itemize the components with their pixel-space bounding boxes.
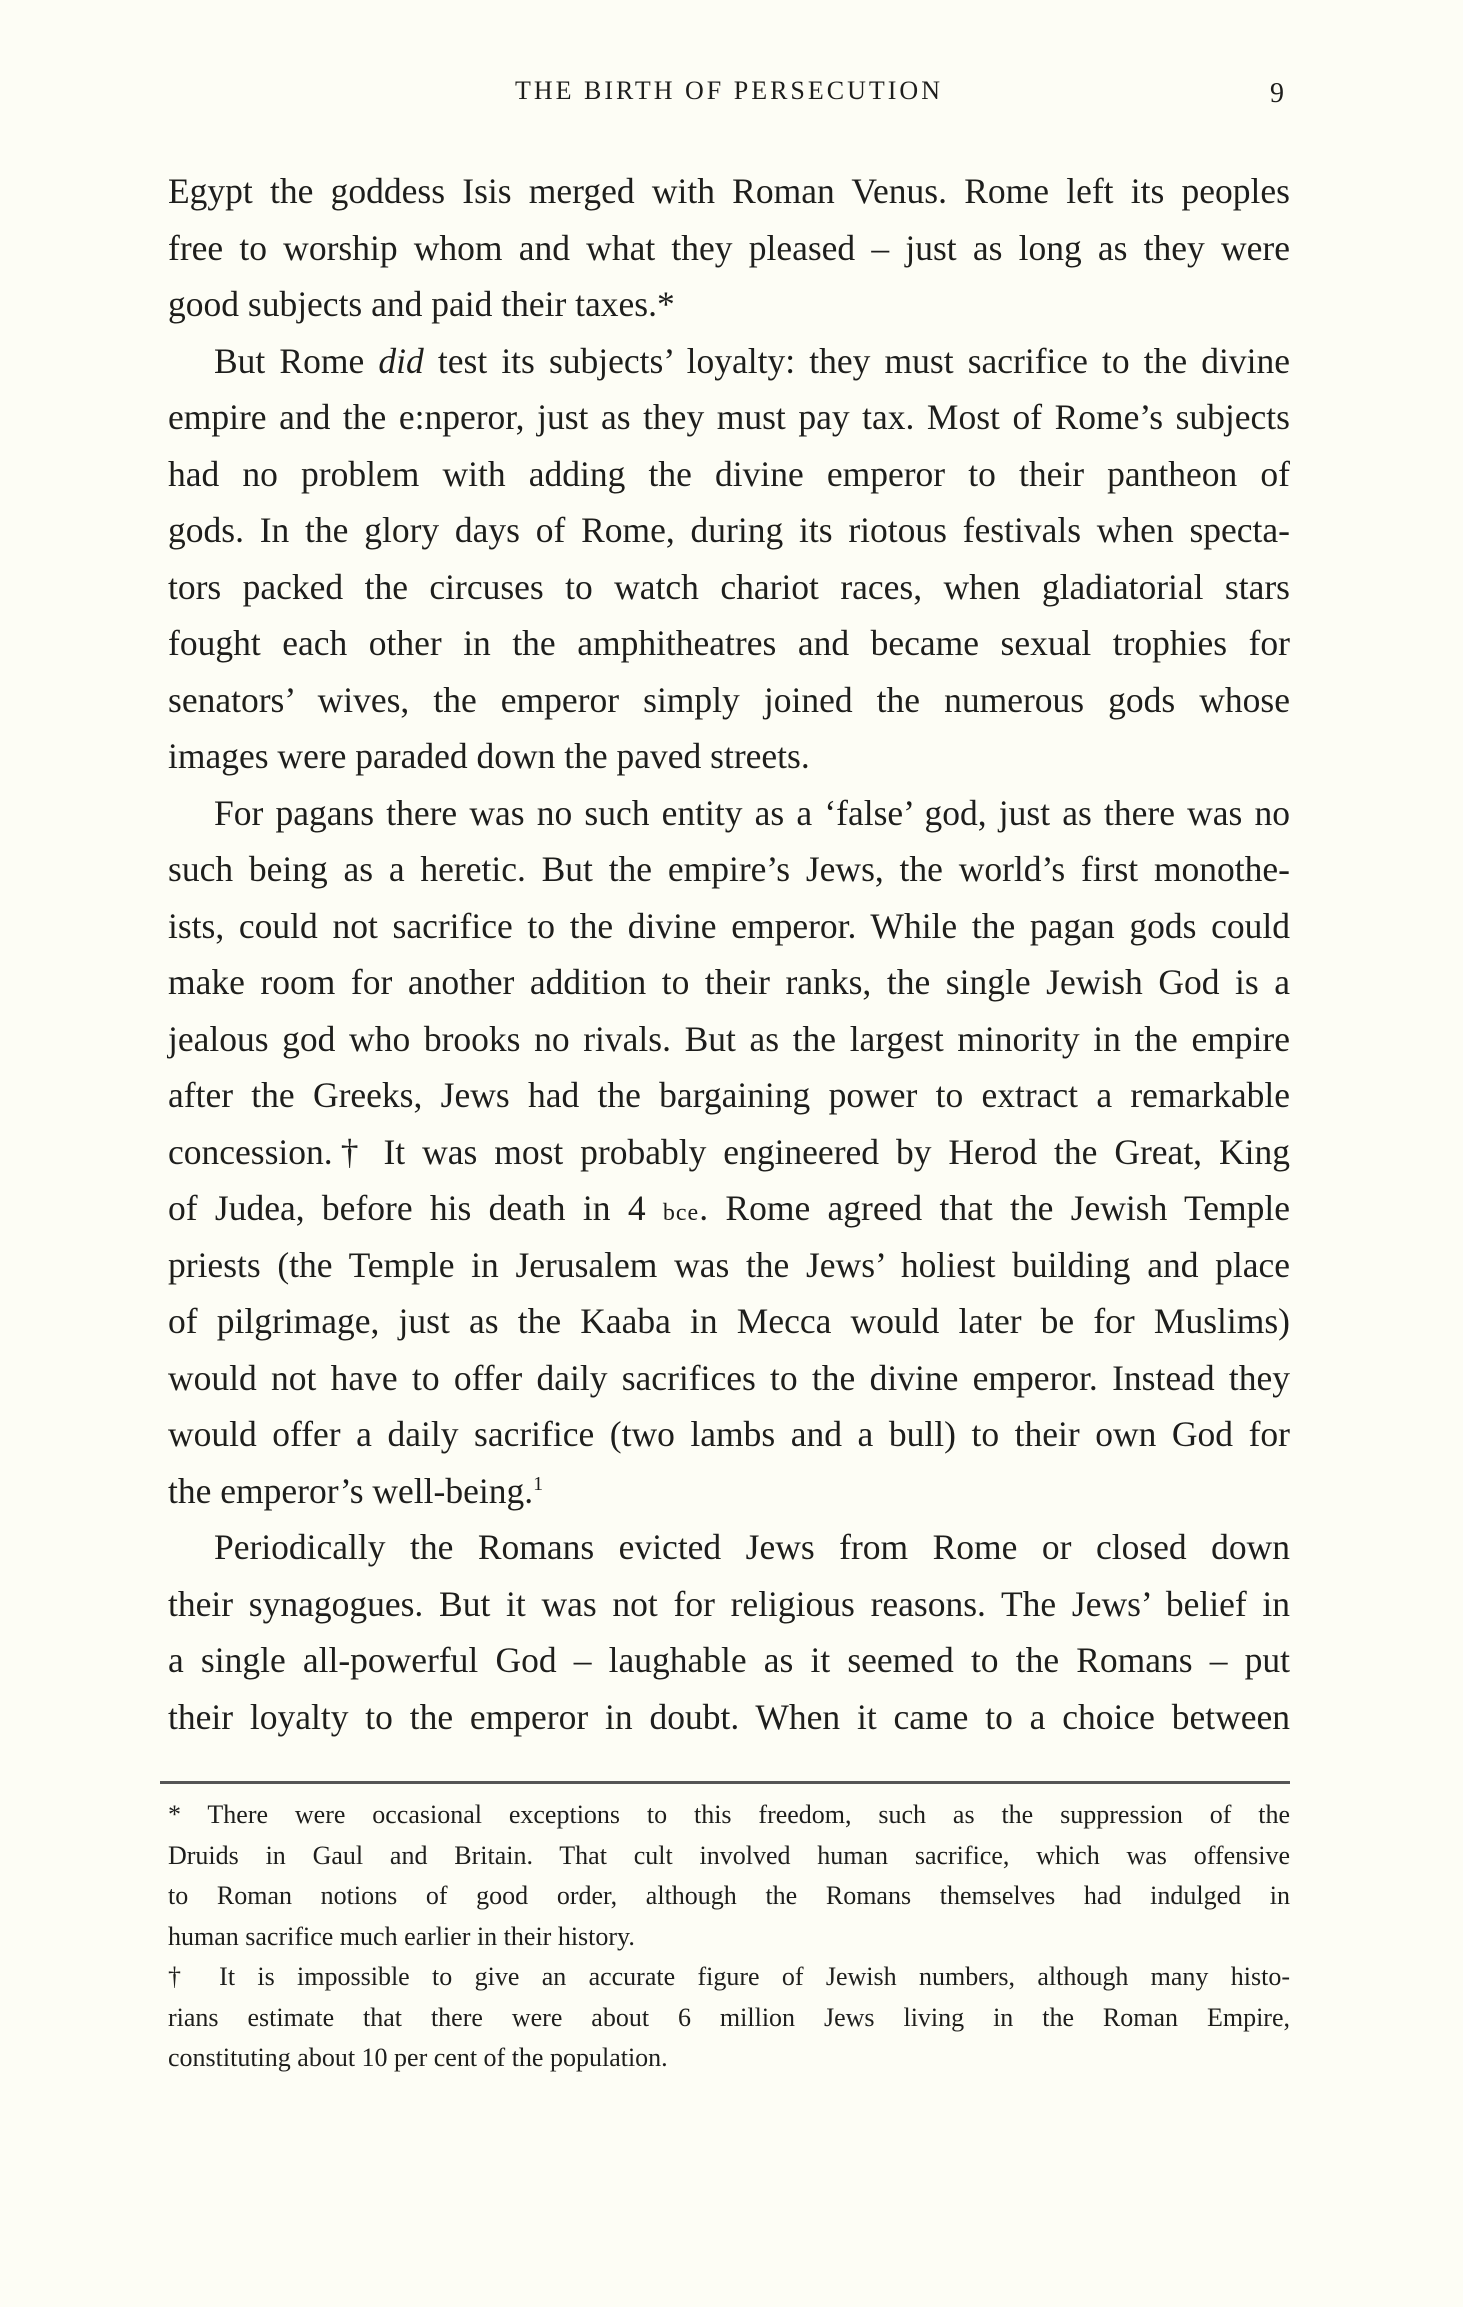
running-head: THE BIRTH OF PERSECUTION [515,76,943,105]
body-text [168,163,1290,1745]
text-line: of pilgrimage, just as the Kaaba in Mecca would later be for Muslims) [168,1301,1290,1341]
text-span: . Rome agreed that the Jewish Temple [699,1188,1290,1228]
footnote-line: * There were occasional exceptions to this freedom, such as the suppression of the [168,1800,1290,1829]
text-line: Egypt the goddess Isis merged with Roman Venus. Rome left its peoples [168,171,1290,211]
text-line: such being as a heretic. But the empire’s Jews, the world’s first monothe- [168,849,1290,889]
text-line: a single all-powerful God – laughable as it seemed to the Romans – put [168,1640,1290,1680]
small-caps-era: bce [662,1200,700,1226]
text-line: free to worship whom and what they pleased – just as long as they were [168,227,1290,268]
text-line: jealous god who brooks no rivals. But as the largest minority in the empire [168,1018,1290,1059]
footnote-line: Druids in Gaul and Britain. That cult involved human sacrifice, which was offensive [168,1840,1290,1870]
footnotes [168,1795,1290,2079]
text-line [168,1180,1290,1237]
text-line: empire and the e:nperor, just as they must pay tax. Most of Rome’s subjects [168,397,1290,437]
text-line: make room for another addition to their ranks, the single Jewish God is a [168,962,1290,1002]
endnote-marker: 1 [533,1472,544,1495]
footnote-line: † It is impossible to give an accurate figure of Jewish numbers, although many histo- [168,1962,1290,1991]
text-line: senators’ wives, the emperor simply joined the numerous gods whose [168,679,1290,720]
text-span: of Judea, before his death in 4 [168,1188,646,1228]
text-line: gods. In the glory days of Rome, during its riotous festivals when specta- [168,510,1290,550]
text-line: would not have to offer daily sacrifices to the divine emperor. Instead they [168,1357,1290,1398]
text-line: Periodically the Romans evicted Jews from Rome or closed down [214,1527,1290,1567]
text-line: had no problem with adding the divine emperor to their pantheon of [168,453,1290,494]
text-line: priests (the Temple in Jerusalem was the Jews’ holiest building and place [168,1244,1290,1285]
text-line: ists, could not sacrifice to the divine emperor. While the pagan gods could [168,905,1290,946]
text-line: their synagogues. But it was not for religious reasons. The Jews’ belief in [168,1583,1290,1624]
text-span: But Rome [214,340,365,381]
footnote-line: to Roman notions of good order, although the Romans themselves had indulged in [168,1881,1290,1910]
text-line: concession.† It was most probably engineered by Herod the Great, King [168,1131,1290,1172]
footnote-line: constituting about 10 per cent of the population. [168,2043,668,2072]
text-span: the emperor’s well-being. [168,1470,534,1511]
text-line [168,333,1290,390]
text-line: would offer a daily sacrifice (two lambs and a bull) to their own God for [168,1414,1290,1454]
text-line: images were paraded down the paved streets. [168,736,810,776]
text-line: For pagans there was no such entity as a ‘false’ god, just as there was no [214,792,1290,833]
text-line [168,1463,1290,1520]
page-header [168,76,1290,116]
footnote-divider [160,1781,1290,1784]
footnote-line: rians estimate that there were about 6 million Jews living in the Roman Empire, [168,2002,1290,2032]
italic-emphasis: did [378,340,424,381]
text-line: fought each other in the amphitheatres and became sexual trophies for [168,623,1290,663]
text-line: their loyalty to the emperor in doubt. When it came to a choice between [168,1696,1290,1737]
text-span: test its subjects’ loyalty: they must sacrifice to the divine [437,340,1291,381]
footnote-line: human sacrifice much earlier in their history. [168,1921,635,1951]
text-line: good subjects and paid their taxes.* [168,284,675,324]
text-line: tors packed the circuses to watch chariot races, when gladiatorial stars [168,566,1290,607]
page-number: 9 [1270,78,1284,109]
text-line: after the Greeks, Jews had the bargaining power to extract a remarkable [168,1075,1290,1115]
